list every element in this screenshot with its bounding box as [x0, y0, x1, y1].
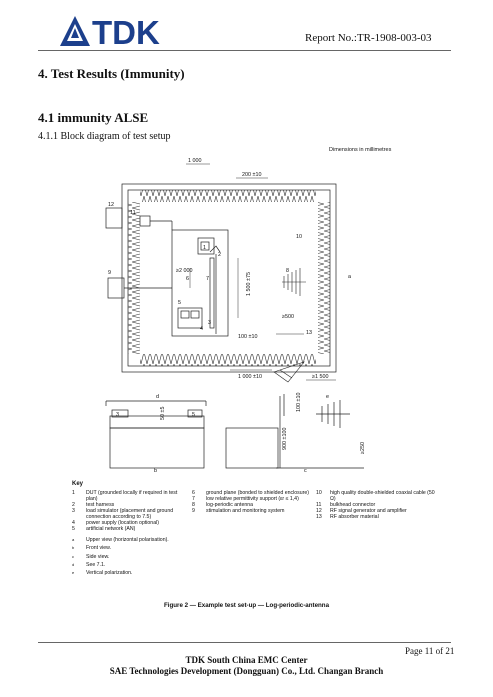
key-item: 5 artificial network (AN): [72, 526, 136, 532]
label-n4: 4: [200, 326, 203, 332]
key-legend: [72, 481, 435, 577]
key-item: 13 RF absorber material: [316, 514, 379, 520]
key-item: 4 power supply (location optional): [72, 520, 159, 526]
label-200: 200 ±10: [242, 172, 262, 178]
label-1500: 1 500 ±75: [246, 272, 252, 296]
section-title: 4. Test Results (Immunity): [38, 66, 185, 81]
label-1000-bottom: 1 000 ±10: [238, 374, 262, 380]
label-n2: 2: [218, 252, 221, 258]
test-setup-diagram: [60, 148, 440, 476]
key-note: d See 7.1.: [72, 561, 106, 568]
label-note-d: d: [156, 394, 159, 400]
label-50: 50 ±5: [160, 406, 166, 420]
monitor-9: [108, 278, 124, 298]
key-item: 9 stimulation and monitoring system: [192, 508, 285, 514]
figure-caption: Figure 2 — Example test set-up — Log-periodic-antenna: [163, 602, 330, 609]
label-100v: 100 ±10: [296, 392, 302, 412]
key-note: e Vertical polarization.: [72, 570, 133, 577]
label-n13: 13: [306, 330, 312, 336]
key-item: 10 high quality double-shielded coaxial cable (50 Ω): [316, 490, 435, 502]
key-item: 8 log-periodic antenna: [192, 502, 254, 508]
label-n3: 3: [208, 320, 211, 326]
label-n8: 8: [286, 268, 289, 274]
label-2000: ≥2 000: [176, 268, 193, 274]
label-n9: 9: [108, 270, 111, 276]
footer-line-2: SAE Technologies Development (Dongguan) Co., Ltd. Changan Branch: [109, 666, 384, 676]
label-n11: 11: [130, 210, 136, 216]
key-column-2: [192, 490, 314, 532]
key-item: 2 test harness: [72, 502, 115, 508]
key-note: a Upper view (horizontal polarisation).: [72, 537, 169, 543]
label-note-a: a: [348, 274, 351, 280]
label-250: ≥250: [360, 442, 366, 454]
label-100: 100 ±10: [238, 334, 258, 340]
ground-plane: [172, 230, 228, 336]
absorber-right: [318, 202, 330, 354]
dimensions-note: Dimensions in millimetres: [329, 147, 392, 153]
absorber-top: [140, 190, 316, 202]
absorber-left: [128, 202, 140, 354]
label-500: ≥500: [282, 314, 294, 320]
key-item: 11 bulkhead connector: [316, 502, 376, 508]
key-grid: [72, 490, 435, 532]
dut-box: [198, 238, 214, 254]
key-item: 6 ground plane (bonded to shielded enclosure): [192, 490, 309, 496]
report-number: Report No.:TR-1908-003-03: [305, 32, 432, 44]
footer-rule: [38, 642, 451, 643]
key-item: 12 RF signal generator and amplifier: [316, 508, 407, 514]
label-1000-top: 1 000: [188, 158, 202, 164]
absorber-bottom: [140, 354, 316, 366]
key-item: 1 DUT (grounded locally if required in test plan): [72, 490, 178, 502]
label-note-e: e: [326, 394, 329, 400]
label-n6: 6: [186, 276, 189, 282]
page-number: Page 11 of 21: [405, 646, 455, 656]
key-title: Key: [72, 481, 84, 487]
signal-gen-12: [106, 208, 122, 228]
label-n7: 7: [206, 276, 209, 282]
subsection-title: 4.1 immunity ALSE: [38, 110, 149, 125]
key-note: b Front view.: [72, 545, 112, 552]
label-n10: 10: [296, 234, 302, 240]
tdk-emblem-icon: [60, 16, 90, 46]
bulkhead-11: [140, 216, 150, 226]
header-rule: [38, 50, 451, 51]
label-note-b: b: [154, 468, 157, 474]
label-1500b: ≥1 500: [312, 374, 329, 380]
key-item: 7 low relative permittivity support (εr ≤ 1,4): [192, 496, 299, 502]
label-side3: 3: [116, 412, 119, 418]
label-n5: 5: [178, 300, 181, 306]
harness-support: [210, 258, 214, 328]
label-n1: 1: [203, 245, 206, 251]
key-notes: [72, 536, 432, 577]
subsubsection-title: 4.1.1 Block diagram of test setup: [38, 131, 171, 142]
label-900: 900 ±100: [282, 427, 288, 450]
footer-line-1: TDK South China EMC Center: [185, 655, 308, 665]
logo-text: TDK: [92, 14, 160, 48]
label-side5: 5: [192, 412, 195, 418]
chamber: [106, 184, 336, 372]
side-views: [106, 394, 364, 468]
label-n12: 12: [108, 202, 114, 208]
key-column-3: [316, 490, 436, 532]
key-column-1: [72, 490, 190, 532]
key-item: 3 load simulator (placement and ground connection according to 7.5): [72, 508, 174, 520]
label-note-c: c: [304, 468, 307, 474]
key-note: c Side view.: [72, 553, 110, 560]
tdk-logo: [58, 14, 168, 48]
